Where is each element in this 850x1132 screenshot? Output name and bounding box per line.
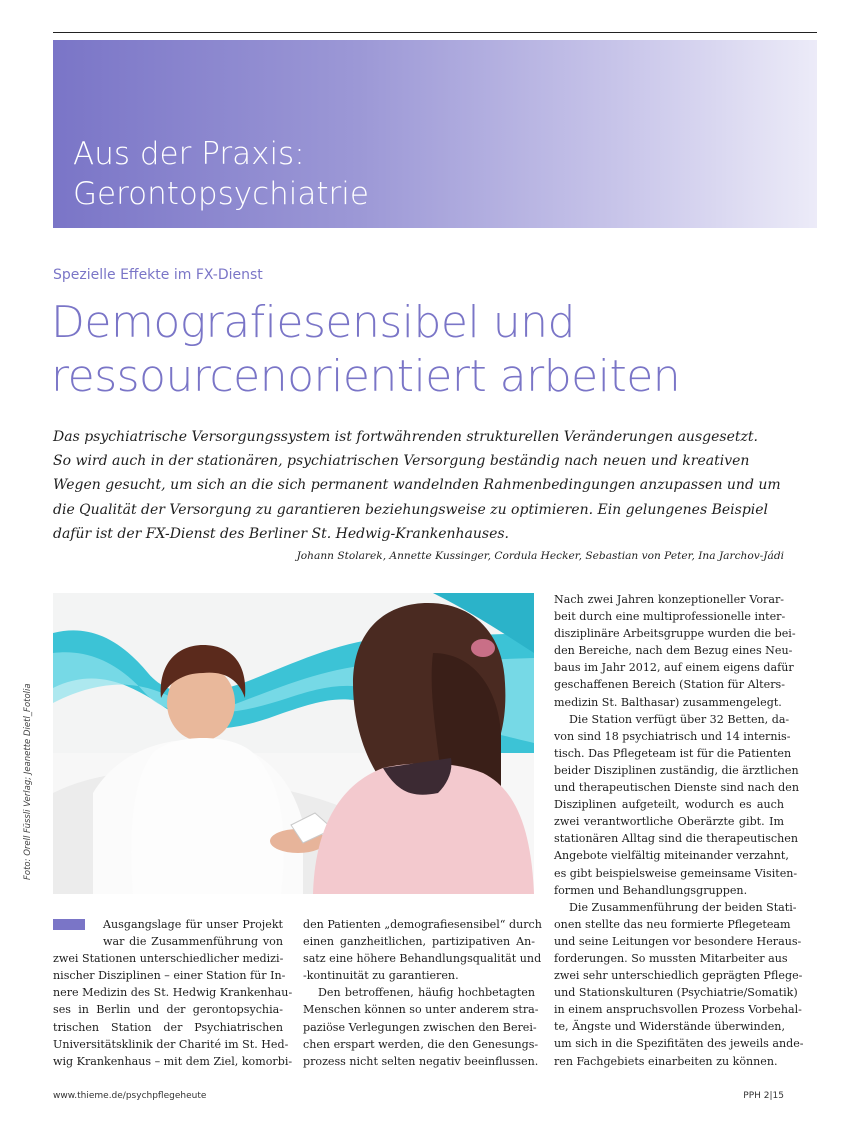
article-authors: Johann Stolarek, Annette Kussinger, Cordula Hecker, Sebastian von Peter, Ina Jarchov-Jádi — [296, 550, 784, 562]
body-line: formen und Behandlungsgruppen. — [554, 883, 748, 897]
photo-credit: Foto: Orell Füssli Verlag; Jeanette Dietl_Fotolia — [23, 683, 33, 880]
body-line: medizin St. Balthasar) zusammengelegt. — [554, 695, 782, 709]
body-line: stationären Alltag sind die therapeutischen — [554, 832, 798, 846]
body-line: in einem anspruchsvollen Prozess Vorbehal- — [554, 1003, 802, 1017]
headline-line-1: Demografiesensibel und — [51, 297, 575, 348]
body-line: te, Ängste und Widerstände überwinden, — [554, 1020, 785, 1034]
body-line: es gibt beispielsweise gemeinsame Visiten- — [554, 866, 798, 880]
body-line: und seine Leitungen vor besondere Heraus- — [554, 934, 802, 948]
body-line: zwei verantwortliche Oberärzte gibt. Im — [554, 815, 784, 829]
body-line: Ausgangslage für unser Projekt — [103, 918, 283, 931]
body-line: beider Disziplinen zuständig, die ärztlichen — [554, 763, 799, 777]
body-line: onen stellte das neu formierte Pflegeteam — [554, 917, 791, 931]
lead-line: dafür ist der FX-Dienst des Berliner St. Hedwig-Krankenhauses. — [53, 525, 510, 542]
body-line: Nach zwei Jahren konzeptioneller Vorar- — [554, 593, 784, 606]
article-kicker: Spezielle Effekte im FX-Dienst — [53, 267, 263, 283]
body-line: um sich in die Spezifitäten des jeweils ande- — [554, 1037, 804, 1051]
body-line: forderungen. So mussten Mitarbeiter aus — [554, 951, 788, 965]
body-line: Die Zusammenführung der beiden Stati- — [569, 900, 797, 914]
body-line: paziöse Verlegungen zwischen den Berei- — [303, 1020, 537, 1034]
body-line: beit durch eine multiprofessionelle inter- — [554, 610, 786, 624]
body-line: und therapeutischen Dienste sind nach den — [554, 781, 799, 795]
body-column-1 — [53, 916, 293, 1070]
photo-illustration — [53, 593, 534, 894]
body-line: tisch. Das Pflegeteam ist für die Patienten — [554, 746, 792, 760]
body-line: baus im Jahr 2012, auf einem eigens dafür — [554, 661, 794, 675]
body-line: Angebote vielfältig miteinander verzahnt, — [554, 849, 789, 863]
body-column-2 — [303, 916, 542, 1070]
body-line: zwei sehr unterschiedlich geprägten Pflege- — [554, 969, 803, 983]
page-number: PPH 2|15 — [743, 1091, 784, 1101]
lead-line: die Qualität der Versorgung zu garantieren beziehungsweise zu optimieren. Ein gelungenes Beispiel — [53, 501, 769, 518]
body-line: geschaffenen Bereich (Station für Alters- — [554, 678, 785, 692]
body-line: satz eine höhere Behandlungsqualität und — [303, 952, 542, 966]
body-line: einen ganzheitlichen, partizipativen An- — [303, 935, 535, 949]
lead-line: Wegen gesucht, um sich an die sich permanent wandelnden Rahmenbedingungen anzupassen und um — [53, 477, 781, 494]
paragraph-marker — [53, 919, 85, 930]
body-line: Menschen können so unter anderem stra- — [303, 1003, 539, 1017]
article-photo — [53, 593, 534, 894]
body-line: nischer Disziplinen – einer Station für In- — [53, 969, 286, 983]
article-headline — [51, 296, 811, 404]
body-line: wig Krankenhaus – mit dem Ziel, komorbi- — [53, 1054, 293, 1068]
body-line: chen erspart werden, die den Genesungs- — [303, 1037, 539, 1051]
body-line: Disziplinen aufgeteilt, wodurch es auch — [554, 798, 784, 812]
lead-line: So wird auch in der stationären, psychiatrischen Versorgung beständig nach neuen und kreativen — [53, 453, 750, 470]
section-title-line-1: Aus der Praxis: — [73, 136, 305, 172]
top-rule — [53, 32, 817, 33]
body-line: -kontinuität zu garantieren. — [303, 969, 459, 983]
body-line: trischen Station der Psychiatrischen — [53, 1020, 283, 1034]
body-line: den Bereiche, nach dem Bezug eines Neu- — [554, 644, 793, 658]
body-line: ren Fachgebiets einarbeiten zu können. — [554, 1054, 778, 1068]
body-line: disziplinäre Arbeitsgruppe wurden die bei- — [554, 627, 796, 641]
body-line: war die Zusammenführung von — [103, 935, 283, 949]
lead-line: Das psychiatrische Versorgungssystem ist fortwährenden strukturellen Veränderungen ausgesetzt. — [53, 429, 758, 445]
body-line: von sind 18 psychiatrisch und 14 internis- — [554, 729, 791, 743]
article-lead — [53, 425, 788, 546]
footer-url[interactable]: www.thieme.de/psychpflegeheute — [53, 1091, 207, 1101]
section-banner — [53, 40, 817, 228]
section-title — [73, 134, 369, 214]
section-title-line-2: Gerontopsychiatrie — [73, 176, 369, 212]
body-line: Die Station verfügt über 32 Betten, da- — [569, 712, 790, 726]
headline-line-2: ressourcenorientiert arbeiten — [51, 351, 681, 402]
body-line: zwei Stationen unterschiedlicher medizi- — [53, 952, 284, 966]
body-line: und Stationskulturen (Psychiatrie/Somatik) — [554, 986, 798, 1000]
body-line: Den betroffenen, häufig hochbetagten — [318, 986, 535, 1000]
body-line: ses in Berlin und der gerontopsychia- — [53, 1003, 283, 1017]
body-line: Universitätsklinik der Charité im St. Hed- — [53, 1037, 289, 1051]
body-line: den Patienten „demografiesensibel“ durch — [303, 918, 542, 931]
body-line: prozess nicht selten negativ beeinflussen. — [303, 1054, 539, 1068]
body-line: nere Medizin des St. Hedwig Krankenhau- — [53, 986, 293, 1000]
body-column-3 — [554, 591, 804, 1070]
